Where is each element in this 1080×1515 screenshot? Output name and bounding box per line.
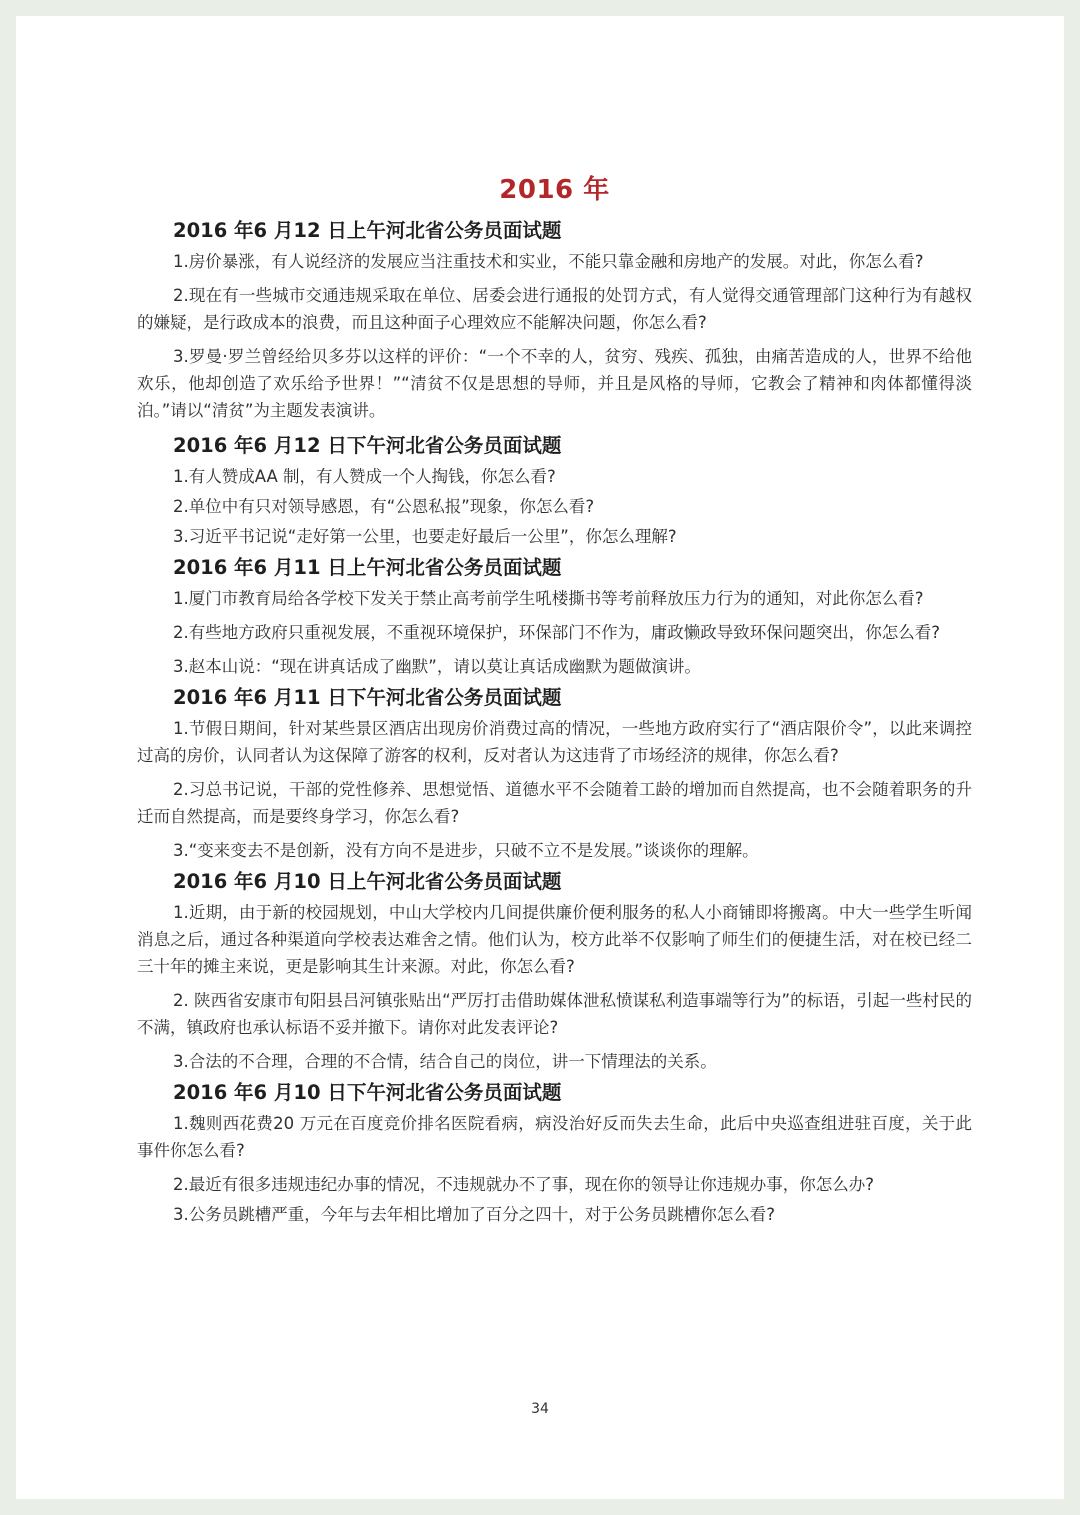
year-heading: 2016 年 — [499, 175, 610, 205]
section-title: 2016 年6 月11 日上午河北省公务员面试题 — [173, 556, 562, 579]
exam-section — [137, 216, 972, 424]
question-text: 3.公务员跳槽严重，今年与去年相比增加了百分之四十，对于公务员跳槽你怎么看? — [173, 1205, 776, 1224]
question-text: 1.厦门市教育局给各学校下发关于禁止高考前学生吼楼撕书等考前释放压力行为的通知，对此你怎么看? — [173, 589, 924, 608]
question-text: 3.罗曼·罗兰曾经给贝多芬以这样的评价：“一个不幸的人，贫穷、残疾、孤独，由痛苦造成的人，世界不给他欢乐，他却创造了欢乐给予世界！”“清贫不仅是思想的导师，并且是风格的导师，它教会了精神和肉体都懂得淡泊。”请以“清贫”为主题发表演讲。 — [137, 347, 972, 420]
question-text: 2. 陕西省安康市旬阳县吕河镇张贴出“严厉打击借助媒体泄私愤谋私利造事端等行为”的标语，引起一些村民的不满，镇政府也承认标语不妥并撤下。请你对此发表评论? — [137, 991, 972, 1037]
section-title: 2016 年6 月10 日下午河北省公务员面试题 — [173, 1081, 562, 1104]
section-title: 2016 年6 月12 日上午河北省公务员面试题 — [173, 219, 562, 242]
question-text: 3.习近平书记说“走好第一公里，也要走好最后一公里”，你怎么理解? — [173, 527, 677, 546]
exam-section — [137, 683, 972, 864]
question-text: 2.有些地方政府只重视发展，不重视环境保护，环保部门不作为，庸政懒政导致环保问题突出，你怎么看? — [173, 623, 941, 642]
question-text: 3.赵本山说：“现在讲真话成了幽默”，请以莫让真话成幽默为题做演讲。 — [173, 657, 701, 676]
question-text: 1.节假日期间，针对某些景区酒店出现房价消费过高的情况，一些地方政府实行了“酒店限价令”，以此来调控过高的房价，认同者认为这保障了游客的权利，反对者认为这违背了市场经济的规律，你怎么看? — [137, 719, 972, 765]
exam-section — [137, 1078, 972, 1228]
exam-section — [137, 553, 972, 680]
question-text: 2.习总书记说，干部的党性修养、思想觉悟、道德水平不会随着工龄的增加而自然提高，也不会随着职务的升迁而自然提高，而是要终身学习，你怎么看? — [137, 780, 972, 826]
question-text: 1.近期，由于新的校园规划，中山大学校内几间提供廉价便利服务的私人小商铺即将搬离。中大一些学生听闻消息之后，通过各种渠道向学校表达难舍之情。他们认为，校方此举不仅影响了师生们的便捷生活，对在校已经二三十年的摊主来说，更是影响其生计来源。对此，你怎么看? — [137, 903, 972, 976]
question-text: 3.合法的不合理，合理的不合情，结合自己的岗位，讲一下情理法的关系。 — [173, 1052, 717, 1071]
question-text: 2.单位中有只对领导感恩，有“公恩私报”现象，你怎么看? — [173, 497, 595, 516]
document-page — [16, 16, 1064, 1499]
question-text: 3.“变来变去不是创新，没有方向不是进步，只破不立不是发展。”谈谈你的理解。 — [173, 841, 759, 860]
section-title: 2016 年6 月12 日下午河北省公务员面试题 — [173, 434, 562, 457]
page-number: 34 — [531, 1401, 549, 1417]
section-title: 2016 年6 月10 日上午河北省公务员面试题 — [173, 870, 562, 893]
question-text: 2.最近有很多违规违纪办事的情况，不违规就办不了事，现在你的领导让你违规办事，你怎么办? — [173, 1175, 875, 1194]
question-text: 2.现在有一些城市交通违规采取在单位、居委会进行通报的处罚方式，有人觉得交通管理部门这种行为有越权的嫌疑，是行政成本的浪费，而且这种面子心理效应不能解决问题，你怎么看? — [137, 286, 972, 332]
exam-section — [137, 431, 972, 550]
question-text: 1.有人赞成AA 制，有人赞成一个人掏钱，你怎么看? — [173, 467, 556, 486]
question-text: 1.魏则西花费20 万元在百度竞价排名医院看病，病没治好反而失去生命，此后中央巡查组进驻百度，关于此事件你怎么看? — [137, 1114, 972, 1160]
question-text: 1.房价暴涨，有人说经济的发展应当注重技术和实业，不能只靠金融和房地产的发展。对此，你怎么看? — [173, 252, 924, 271]
exam-section — [137, 867, 972, 1075]
section-title: 2016 年6 月11 日下午河北省公务员面试题 — [173, 686, 562, 709]
page-content — [137, 168, 972, 1231]
